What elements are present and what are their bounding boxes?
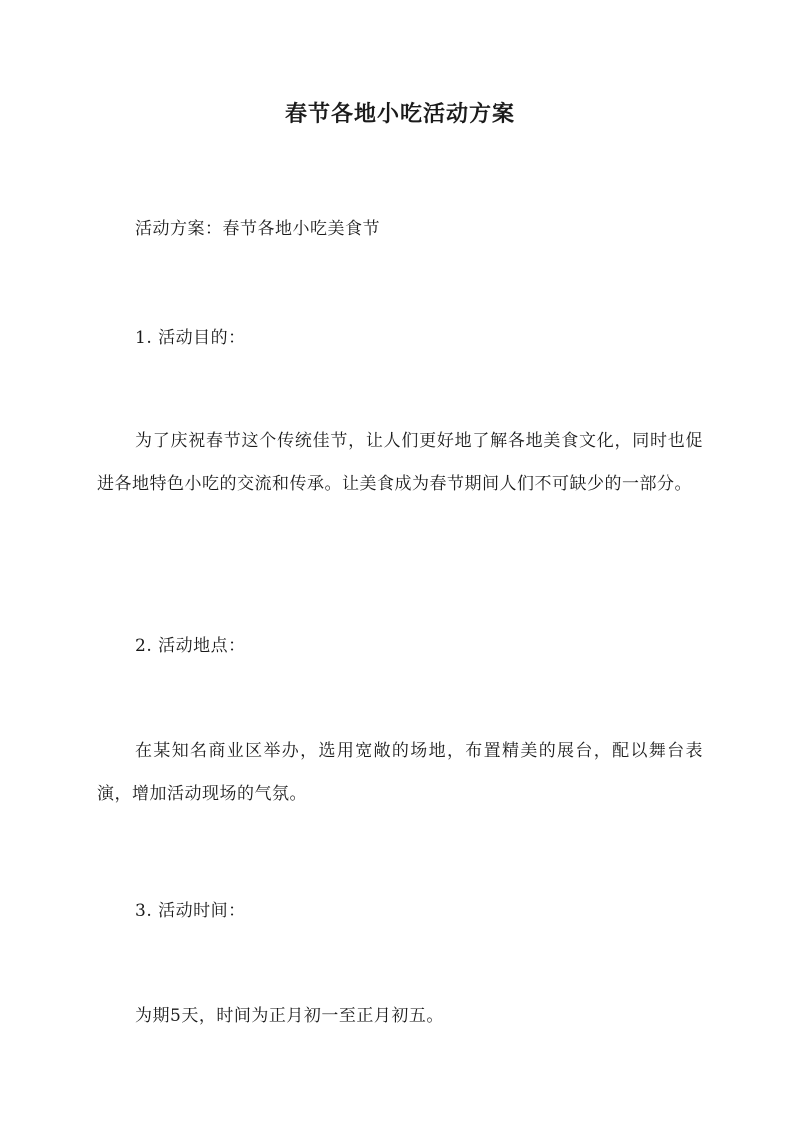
section-heading-time: 3. 活动时间： xyxy=(135,901,246,921)
section-heading-location: 2. 活动地点： xyxy=(135,636,246,656)
plan-name-paragraph: 活动方案：春节各地小吃美食节 xyxy=(135,219,380,239)
document-title: 春节各地小吃活动方案 xyxy=(284,101,515,127)
time-paragraph: 为期5天，时间为正月初一至正月初五。 xyxy=(135,1006,444,1026)
section-heading-purpose: 1. 活动目的： xyxy=(135,328,246,348)
purpose-paragraph: 为了庆祝春节这个传统佳节，让人们更好地了解各地美食文化，同时也促进各地特色小吃的交流和传承。让美食成为春节期间人们不可缺少的一部分。 xyxy=(97,431,703,494)
location-paragraph: 在某知名商业区举办，选用宽敞的场地，布置精美的展台，配以舞台表演，增加活动现场的气氛。 xyxy=(97,741,703,804)
